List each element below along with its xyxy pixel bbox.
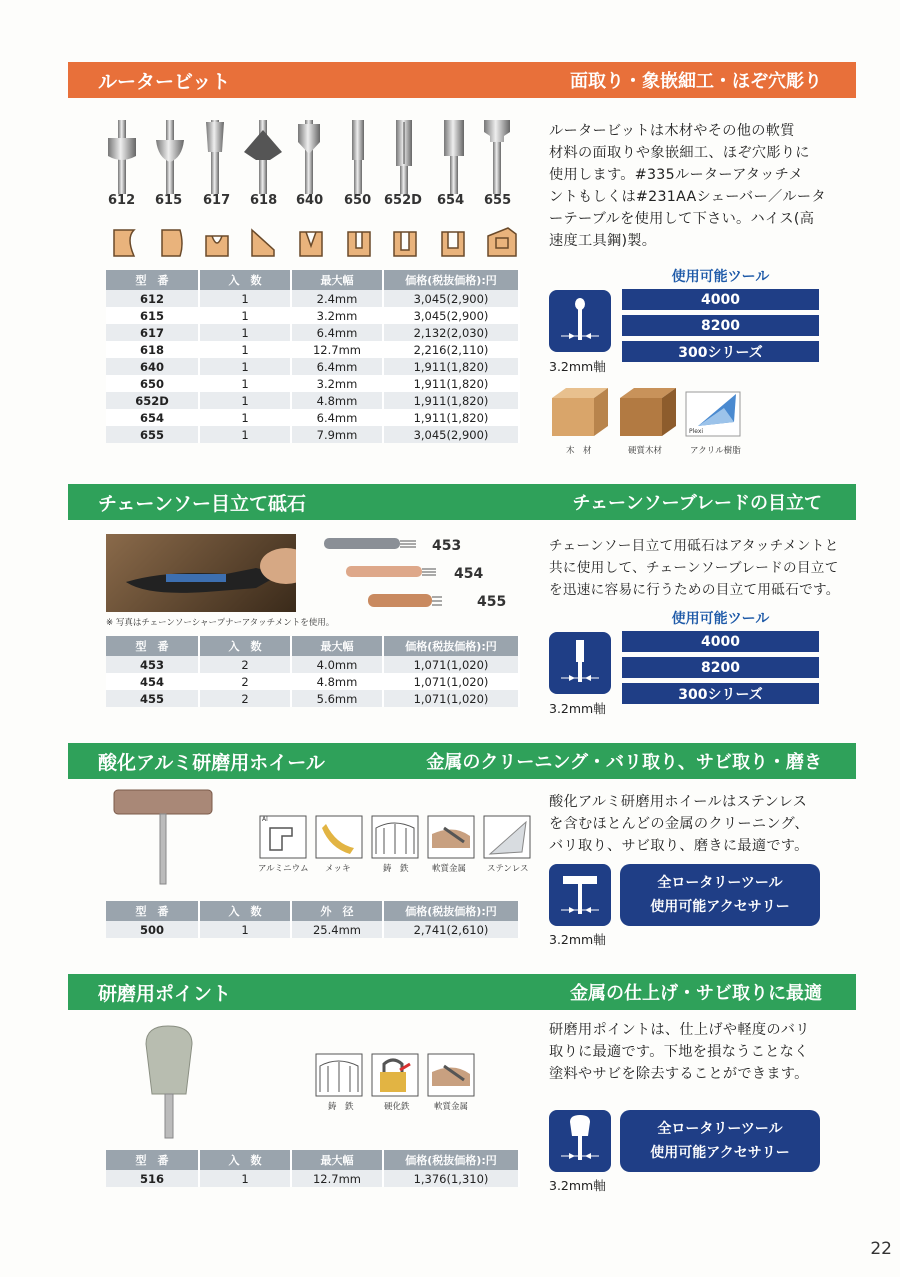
stone-label: 453 <box>432 538 462 554</box>
section-subtitle: 金属のクリーニング・バリ取り、サビ取り・磨き <box>426 752 822 773</box>
col-header: 入 数 <box>199 270 291 290</box>
table-row: 618 1 12.7mm 2,216(2,110) <box>106 341 519 358</box>
table-row: 453 2 4.0mm 1,071(1,020) <box>106 656 519 673</box>
section-header-chainsaw <box>68 484 856 520</box>
tool-bar: 8200 <box>622 657 819 678</box>
bit-label: 615 <box>155 193 183 208</box>
material-label: 軟質金属 <box>432 864 467 874</box>
chainsaw-description: チェーンソー目立て用砥石はアタッチメントと 共に使用して、チェーンソーブレードの目立て を迅速に容易に行うための目立て用砥石です。 <box>549 538 840 598</box>
chainsaw-photo <box>106 534 296 612</box>
material-label: 硬質木材 <box>628 446 663 456</box>
tool-bar: 300シリーズ <box>622 341 819 362</box>
section-title: ルータービット <box>98 70 231 93</box>
hardwood-icon <box>620 388 676 436</box>
bit-640-icon <box>298 120 320 194</box>
table-row: 516 1 12.7mm 1,376(1,310) <box>106 1170 519 1187</box>
soft-metal-icon <box>428 816 474 858</box>
bit-label: 617 <box>203 193 231 208</box>
stainless-icon <box>484 816 530 858</box>
section-title: 酸化アルミ研磨用ホイール <box>98 751 325 774</box>
table-row: 455 2 5.6mm 1,071(1,020) <box>106 690 519 707</box>
point-illustration <box>140 1022 200 1140</box>
shaft-icon <box>549 864 611 926</box>
stone-label: 455 <box>477 594 507 610</box>
shaft-icon <box>549 290 611 352</box>
chainsaw-spec-table <box>106 636 520 707</box>
material-label: 鋳 鉄 <box>328 1102 354 1112</box>
col-header: 価格(税抜価格):円 <box>383 270 519 290</box>
router-description: ルータービットは木材やその他の軟質 材料の面取りや象嵌細工、ほぞ穴彫りに 使用します。#335ルーターアタッチメ ントもしくは#231AAシェーバー／ルータ ーテーブルを使用して下さい。ハイス(高 速度工具鋼)製。 <box>549 123 826 249</box>
section-subtitle: 面取り・象嵌細工・ほぞ穴彫り <box>570 71 822 92</box>
col-header: 最大幅 <box>291 1150 383 1170</box>
tool-bar: 4000 <box>622 289 819 310</box>
tool-bar: 4000 <box>622 631 819 652</box>
table-row: 652D 1 4.8mm 1,911(1,820) <box>106 392 519 409</box>
bit-label: 650 <box>344 193 372 208</box>
cast-iron-icon <box>316 1054 362 1096</box>
usable-tools-title: 使用可能ツール <box>671 269 770 285</box>
bit-618-icon <box>244 120 282 194</box>
material-label: ステンレス <box>487 864 529 874</box>
col-header: 外 径 <box>291 901 383 921</box>
bit-612-icon <box>108 120 136 194</box>
stones-illustration <box>322 534 442 614</box>
usable-tools-title: 使用可能ツール <box>671 611 770 627</box>
material-label: 木 材 <box>566 446 592 456</box>
material-label: アクリル樹脂 <box>690 446 741 456</box>
section-header-router <box>68 62 856 98</box>
col-header: 入 数 <box>199 1150 291 1170</box>
col-header: 型 番 <box>106 901 199 921</box>
photo-caption: ※ 写真はチェーンソーシャープナーアタッチメントを使用。 <box>106 618 335 628</box>
bit-label: 612 <box>108 193 136 208</box>
router-bits-illustration <box>100 112 530 194</box>
shaft-label: 3.2mm軸 <box>549 1178 606 1193</box>
bit-label: 655 <box>484 193 512 208</box>
stone-454-icon <box>346 566 436 577</box>
alumina-description: 酸化アルミ研磨用ホイールはステンレス を含むほとんどの金属のクリーニング、 バリ取り、サビ取り、磨きに最適です。 <box>549 794 809 854</box>
table-row: 615 1 3.2mm 3,045(2,900) <box>106 307 519 324</box>
material-label: アルミニウム <box>258 864 309 874</box>
router-spec-table <box>106 270 520 443</box>
materials-illustration <box>548 386 748 440</box>
wood-icon <box>552 388 608 436</box>
table-row: 617 1 6.4mm 2,132(2,030) <box>106 324 519 341</box>
bit-615-icon <box>156 120 184 194</box>
stone-label: 454 <box>454 566 484 582</box>
table-row: 640 1 6.4mm 1,911(1,820) <box>106 358 519 375</box>
bit-650-icon <box>352 120 364 194</box>
table-row: 655 1 7.9mm 3,045(2,900) <box>106 426 519 443</box>
bit-label: 654 <box>437 193 465 208</box>
table-row: 500 1 25.4mm 2,741(2,610) <box>106 921 519 938</box>
col-header: 型 番 <box>106 636 199 656</box>
section-header-point <box>68 974 856 1010</box>
col-header: 入 数 <box>199 636 291 656</box>
plating-icon <box>316 816 362 858</box>
stone-455-icon <box>368 594 442 607</box>
point-materials-illustration <box>314 1052 478 1098</box>
section-subtitle: チェーンソーブレードの目立て <box>572 493 822 514</box>
stone-453-icon <box>324 538 416 549</box>
col-header: 価格(税抜価格):円 <box>383 901 519 921</box>
wheel-illustration <box>110 788 220 888</box>
alumina-spec-table <box>106 901 520 938</box>
material-label: 鋳 鉄 <box>383 864 409 874</box>
bit-617-icon <box>206 120 224 194</box>
col-header: 型 番 <box>106 270 199 290</box>
tool-bar: 300シリーズ <box>622 683 819 704</box>
material-label: 硬化鉄 <box>384 1102 410 1112</box>
section-header-alumina <box>68 743 856 779</box>
col-header: 型 番 <box>106 1150 199 1170</box>
section-title: 研磨用ポイント <box>98 982 232 1005</box>
table-row: 650 1 3.2mm 1,911(1,820) <box>106 375 519 392</box>
bit-label: 618 <box>250 193 278 208</box>
all-rotary-tools-badge: 全ロータリーツール 使用可能アクセサリー <box>620 1110 820 1172</box>
col-header: 最大幅 <box>291 270 383 290</box>
section-title: チェーンソー目立て砥石 <box>98 492 307 515</box>
shaft-label: 3.2mm軸 <box>549 932 606 947</box>
bit-652d-icon <box>396 120 412 194</box>
col-header: 最大幅 <box>291 636 383 656</box>
page-number: 22 <box>870 1239 892 1259</box>
material-label: 軟質金属 <box>434 1102 469 1112</box>
material-label: メッキ <box>325 864 351 874</box>
table-row: 654 1 6.4mm 1,911(1,820) <box>106 409 519 426</box>
col-header: 入 数 <box>199 901 291 921</box>
point-description: 研磨用ポイントは、仕上げや軽度のバリ 取りに最適です。下地を損なうことなく 塗料やサビを除去することができます。 <box>549 1022 810 1082</box>
tool-bar: 8200 <box>622 315 819 336</box>
bit-label: 652D <box>384 193 422 208</box>
cast-iron-icon <box>372 816 418 858</box>
shaft-label: 3.2mm軸 <box>549 359 606 374</box>
hardened-steel-icon <box>372 1054 418 1096</box>
cut-profiles-illustration <box>104 226 524 260</box>
section-subtitle: 金属の仕上げ・サビ取りに最適 <box>570 983 822 1004</box>
all-rotary-tools-badge: 全ロータリーツール 使用可能アクセサリー <box>620 864 820 926</box>
bit-label: 640 <box>296 193 324 208</box>
wheel-materials-illustration <box>258 814 534 860</box>
plexi-label: Plexi <box>689 428 704 435</box>
col-header: 価格(税抜価格):円 <box>383 636 519 656</box>
shaft-icon <box>549 632 611 694</box>
table-row: 612 1 2.4mm 3,045(2,900) <box>106 290 519 307</box>
table-row: 454 2 4.8mm 1,071(1,020) <box>106 673 519 690</box>
point-spec-table <box>106 1150 520 1187</box>
shaft-label: 3.2mm軸 <box>549 701 606 716</box>
shaft-icon <box>549 1110 611 1172</box>
col-header: 価格(税抜価格):円 <box>383 1150 519 1170</box>
bit-654-icon <box>444 120 464 194</box>
al-label: Al <box>262 816 268 823</box>
soft-metal-icon <box>428 1054 474 1096</box>
bit-655-icon <box>484 120 510 194</box>
